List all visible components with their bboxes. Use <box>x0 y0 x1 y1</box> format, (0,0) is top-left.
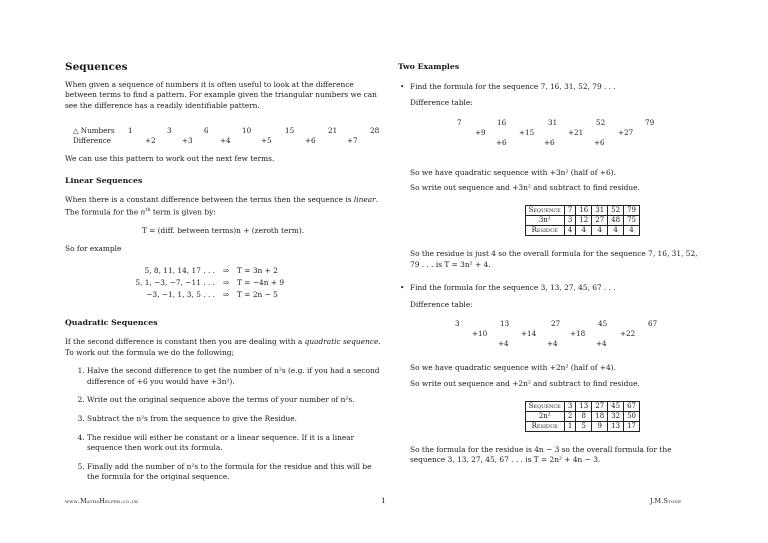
ex2-term: 45 <box>598 319 608 329</box>
so-for-example: So for example <box>65 243 122 253</box>
quadratic-steps <box>65 366 381 483</box>
tri-number: 15 <box>285 126 295 136</box>
example-1-write-line: So write out sequence and +3n² and subtract to find residue. <box>410 183 640 193</box>
example-2-find: • Find the formula for the sequence 3, 13, 27, 45, 67 . . . <box>410 283 704 294</box>
tri-number: 10 <box>242 126 252 136</box>
pattern-text: We can use this pattern to work out the next few terms. <box>65 154 275 164</box>
example-2-conclusion: So the formula for the residue is 4n − 3 so the overall formula for the sequence 3, 13, 27, 45, 67 . . . is T = 2n² + 4n − 3. <box>410 444 672 465</box>
example-1 <box>398 82 704 93</box>
example-2 <box>398 283 704 294</box>
example-1-quad-line: So we have quadratic sequence with +3n² (half of +6). <box>410 167 616 177</box>
example-1-residue-table <box>525 205 640 236</box>
ex1-second-diff: +6 <box>544 137 555 147</box>
ex1-first-diff: +27 <box>618 127 634 137</box>
example-2-write-line: So write out sequence and +2n² and subtract to find residue. <box>410 378 640 388</box>
table-row: Residue 4 4 4 4 4 <box>525 225 639 235</box>
step-item: 3. Subtract the n²s from the sequence to give the Residue. <box>87 414 381 425</box>
table-row: 3n² 3 12 27 48 75 <box>525 215 639 225</box>
triangular-difference-table <box>65 126 381 154</box>
tri-diff: +3 <box>182 136 193 146</box>
ex2-first-diff: +10 <box>472 329 488 339</box>
table-row: 2n² 2 8 18 32 50 <box>525 411 639 421</box>
tri-number: 21 <box>328 126 338 136</box>
ex1-second-diff: +6 <box>496 137 507 147</box>
quadratic-heading: Quadratic Sequences <box>65 318 158 328</box>
example-2-diff-label: Difference table: <box>410 299 473 309</box>
intro-paragraph: When given a sequence of numbers it is often useful to look at the difference between terms to find a pattern. For example given the triangular numbers we can see the difference has a readily identifiable pattern. <box>65 79 377 110</box>
ex1-term: 16 <box>497 117 507 127</box>
tri-number: 6 <box>204 126 209 136</box>
table-row: Sequence 7 16 31 52 79 <box>525 205 639 215</box>
step-item: 2. Write out the original sequence above the terms of your number of n²s. <box>87 395 381 406</box>
tri-diff: +6 <box>305 136 316 146</box>
linear-example-row: 5, 8, 11, 14, 17 . . . ⇒ T = 3n + 2 <box>144 266 278 276</box>
ex2-term: 13 <box>500 319 510 329</box>
tri-numbers-label: △ Numbers <box>73 126 115 136</box>
example-1-conclusion: So the residue is just 4 so the overall formula for the sequence 7, 16, 31, 52, 79 . . . is T = 3n² + 4. <box>410 248 698 269</box>
ex2-term: 27 <box>551 319 561 329</box>
ex1-first-diff: +9 <box>475 127 486 137</box>
footer-page-number: 1 <box>381 496 386 505</box>
step-item: 5. Finally add the number of n²s to the formula for the residue and this will be the formula for the original sequence. <box>87 462 381 483</box>
ex2-second-diff: +4 <box>498 339 509 349</box>
table-row: Sequence 3 13 27 45 67 <box>525 401 639 411</box>
ex1-first-diff: +21 <box>568 127 584 137</box>
example-2-quad-line: So we have quadratic sequence with +2n² (half of +4). <box>410 363 616 373</box>
tri-number: 3 <box>167 126 172 136</box>
example-2-difference-table <box>398 319 704 369</box>
ex1-term: 79 <box>645 117 655 127</box>
ex1-second-diff: +6 <box>594 137 605 147</box>
linear-example-row: −3, −1, 1, 3, 5 . . . ⇒ T = 2n − 5 <box>146 290 278 300</box>
right-column <box>398 62 704 466</box>
example-1-find: • Find the formula for the sequence 7, 16, 31, 52, 79 . . . <box>410 82 704 93</box>
example-2-residue-table <box>525 401 640 432</box>
two-examples-heading: Two Examples <box>398 62 460 71</box>
linear-example-row: 5, 1, −3, −7, −11 . . . ⇒ T = −4n + 9 <box>135 278 285 288</box>
step-item: 4. The residue will either be constant or a linear sequence. If it is a linear sequence then work out its formula. <box>87 433 381 454</box>
tri-number: 1 <box>128 126 133 136</box>
ex2-second-diff: +4 <box>547 339 558 349</box>
ex2-term: 3 <box>455 319 460 329</box>
ex1-term: 7 <box>457 117 462 127</box>
left-column <box>65 62 381 491</box>
tri-diff: +7 <box>347 136 358 146</box>
footer-author: J.M.Stone <box>650 497 682 505</box>
linear-heading: Linear Sequences <box>65 175 143 185</box>
tri-number: 28 <box>370 126 380 136</box>
ex1-first-diff: +15 <box>519 127 535 137</box>
example-1-difference-table <box>398 118 704 168</box>
ex2-first-diff: +18 <box>570 329 586 339</box>
step-item: 1. Halve the second difference to get the number of n²s (e.g. if you had a second difference of +6 you would have +3n²). <box>87 366 381 387</box>
linear-paragraph: When there is a constant difference between the terms then the sequence is linear. The formula for the $n^{th}$ term is given by: <box>65 194 379 217</box>
tri-diff: +2 <box>145 136 156 146</box>
ex2-first-diff: +22 <box>620 329 636 339</box>
linear-formula: T = (diff. between terms)n + (zeroth term). <box>141 226 305 236</box>
ex2-term: 67 <box>648 319 658 329</box>
ex2-first-diff: +14 <box>521 329 537 339</box>
tri-difference-label: Difference <box>73 136 112 146</box>
footer-website: www.MathsHelper.co.uk <box>65 497 139 505</box>
ex1-term: 52 <box>596 117 606 127</box>
tri-diff: +5 <box>261 136 272 146</box>
tri-diff: +4 <box>220 136 231 146</box>
page-title: Sequences <box>65 61 128 73</box>
ex1-term: 31 <box>548 117 558 127</box>
table-row: Residue 1 5 9 13 17 <box>525 421 639 431</box>
linear-examples <box>65 266 381 302</box>
ex2-second-diff: +4 <box>596 339 607 349</box>
example-1-diff-label: Difference table: <box>410 98 473 108</box>
quadratic-paragraph: If the second difference is constant then you are dealing with a quadratic sequence. To work out the formula we do the following; <box>65 337 381 357</box>
